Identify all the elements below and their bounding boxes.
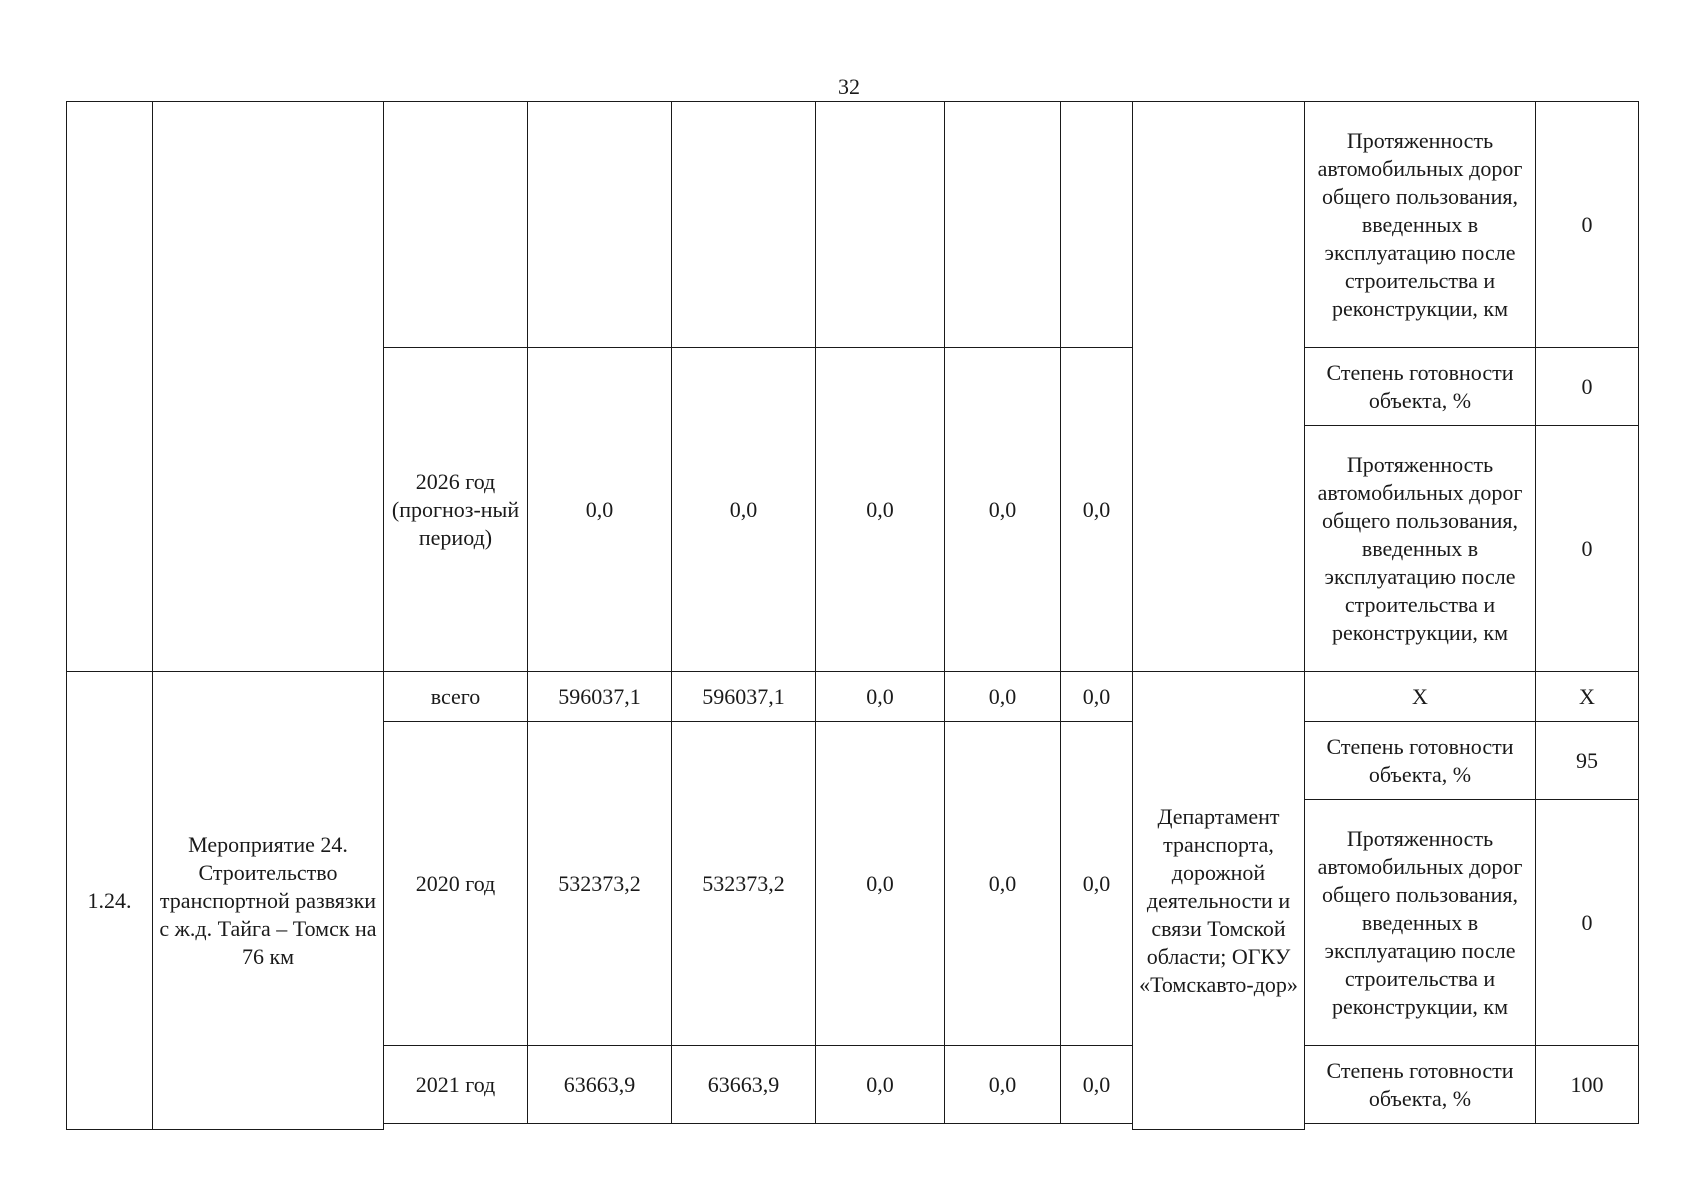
- value-cell: 532373,2: [528, 722, 672, 1046]
- indicator-value: 100: [1536, 1046, 1639, 1124]
- indicator-value: 0: [1536, 102, 1639, 348]
- value-cell-empty: [1061, 102, 1133, 348]
- indicator-value: 0: [1536, 426, 1639, 672]
- value-cell: 0,0: [672, 348, 816, 672]
- value-cell: 596037,1: [528, 672, 672, 722]
- executor-cell-continued: [1133, 102, 1305, 672]
- year-cell: 2021 год: [384, 1046, 528, 1124]
- number-cell-continued: [67, 102, 153, 672]
- program-table: [66, 101, 1639, 1130]
- indicator-name: Х: [1305, 672, 1536, 722]
- value-cell-empty: [528, 102, 672, 348]
- indicator-name: Степень готовности объекта, %: [1305, 722, 1536, 800]
- value-cell: 0,0: [945, 672, 1061, 722]
- year-cell: 2026 год (прогноз-ный период): [384, 348, 528, 672]
- value-cell-empty: [672, 102, 816, 348]
- year-cell: всего: [384, 672, 528, 722]
- value-cell: 0,0: [816, 672, 945, 722]
- indicator-value: 0: [1536, 800, 1639, 1046]
- value-cell: 0,0: [816, 348, 945, 672]
- indicator-name: Протяженность автомобильных дорог общего пользования, введенных в эксплуатацию после строительства и реконструкции, км: [1305, 426, 1536, 672]
- value-cell: 0,0: [1061, 348, 1133, 672]
- table-row: [67, 102, 1639, 348]
- value-cell: 0,0: [1061, 722, 1133, 1046]
- value-cell: 532373,2: [672, 722, 816, 1046]
- indicator-value: 0: [1536, 348, 1639, 426]
- year-cell-empty: [384, 102, 528, 348]
- value-cell: 0,0: [1061, 1046, 1133, 1124]
- indicator-name: Протяженность автомобильных дорог общего пользования, введенных в эксплуатацию после строительства и реконструкции, км: [1305, 800, 1536, 1046]
- indicator-name: Степень готовности объекта, %: [1305, 348, 1536, 426]
- value-cell: 0,0: [945, 1046, 1061, 1124]
- indicator-name: Протяженность автомобильных дорог общего пользования, введенных в эксплуатацию после строительства и реконструкции, км: [1305, 102, 1536, 348]
- value-cell: 0,0: [945, 722, 1061, 1046]
- indicator-name: Степень готовности объекта, %: [1305, 1046, 1536, 1124]
- value-cell-empty: [945, 102, 1061, 348]
- table-row: [67, 672, 1639, 722]
- value-cell: 0,0: [528, 348, 672, 672]
- value-cell: 0,0: [816, 722, 945, 1046]
- value-cell: 0,0: [816, 1046, 945, 1124]
- value-cell: 0,0: [945, 348, 1061, 672]
- measure-name-cell-continued: [153, 102, 384, 672]
- year-cell: 2020 год: [384, 722, 528, 1046]
- value-cell: 0,0: [1061, 672, 1133, 722]
- value-cell-empty: [816, 102, 945, 348]
- measure-name: Мероприятие 24. Строительство транспортной развязки с ж.д. Тайга – Томск на 76 км: [153, 672, 384, 1130]
- value-cell: 63663,9: [528, 1046, 672, 1124]
- executor-cell: Департамент транспорта, дорожной деятельности и связи Томской области; ОГКУ «Томскавто-дор»: [1133, 672, 1305, 1130]
- indicator-value: Х: [1536, 672, 1639, 722]
- indicator-value: 95: [1536, 722, 1639, 800]
- value-cell: 63663,9: [672, 1046, 816, 1124]
- measure-number: 1.24.: [67, 672, 153, 1130]
- page-number: 32: [838, 74, 860, 99]
- value-cell: 596037,1: [672, 672, 816, 722]
